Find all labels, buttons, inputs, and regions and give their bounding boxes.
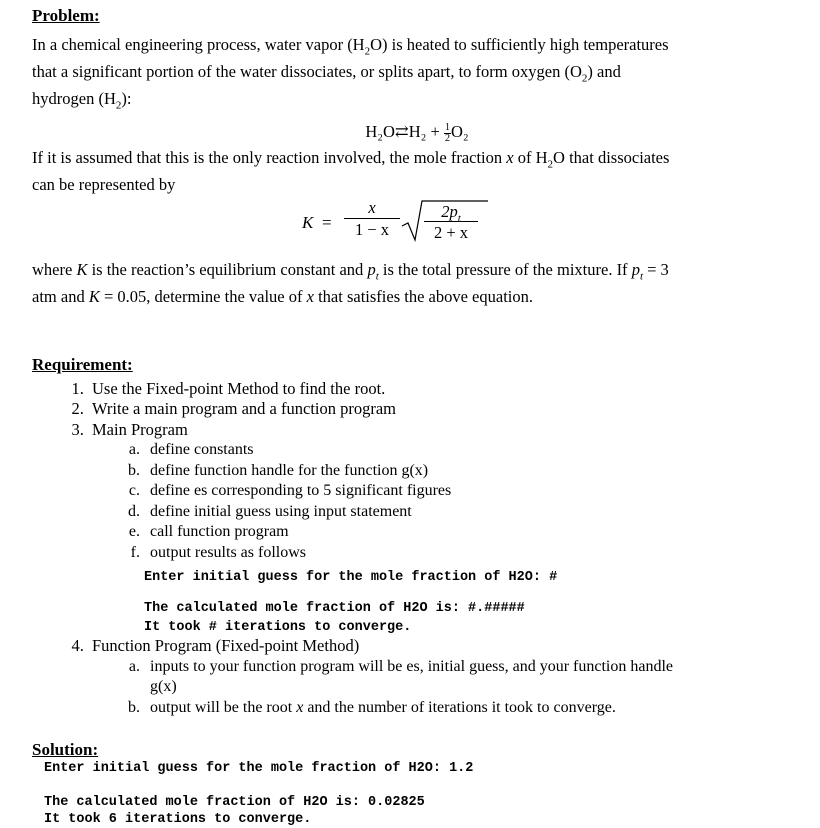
solution-section bbox=[32, 740, 802, 828]
solution-line-3: It took 6 iterations to converge. bbox=[44, 812, 312, 828]
requirement-heading: Requirement: bbox=[32, 354, 133, 374]
list-item: d. define initial guess using input statement bbox=[144, 502, 802, 523]
solution-heading: Solution: bbox=[32, 740, 99, 760]
sqrt-fraction: $2p_t$ 2 + x bbox=[424, 202, 478, 242]
list-item: b. define function handle for the function g(x) bbox=[144, 461, 802, 482]
problem-assumption: If it is assumed that this is the only reaction involved, the mole fraction x of $H_2O$ that dissociates can be represented by bbox=[32, 148, 670, 194]
code-sample-prompt: Enter initial guess for the mole fraction of H2O: # bbox=[144, 570, 558, 586]
reaction-equation bbox=[32, 121, 802, 144]
problem-intro: In a chemical engineering process, water vapor $(H_2O)$ is heated to sufficiently high temperatures that a significant portion of the water dissociates, or splits apart, to form oxygen $(O_2)$ and hydrogen $(H_2)$: bbox=[32, 35, 669, 111]
requirement-item-main: 3. Main Program a. define constants b. define function handle for the function g(x) c. define es corresponding to 5 significant figures d. define initial guess using input statement e. call function program f. output results as follows Enter initial guess for the mole fraction of H2O: # The calculated mole fraction of H2O is: #.##### It took # iterations to converge. bbox=[88, 420, 802, 637]
problem-heading: Problem: bbox=[32, 6, 100, 25]
requirement-section bbox=[32, 355, 802, 719]
list-item: a. inputs to your function program will be es, initial guess, and your function handle g(x) bbox=[144, 657, 802, 698]
intro-text-c: that a significant portion of the water dissociates, or splits apart, to form oxygen (O bbox=[32, 61, 582, 81]
intro-text-f: ): bbox=[121, 88, 132, 108]
eq-equals: = bbox=[322, 213, 332, 233]
list-item: a. define constants bbox=[144, 440, 802, 461]
function-program-sublist bbox=[92, 657, 802, 719]
code-sample-result-1: The calculated mole fraction of H2O is: #.##### bbox=[144, 601, 525, 617]
reaction-right-b: O₂ bbox=[450, 122, 469, 142]
solution-line-1: Enter initial guess for the mole fraction of H2O: 1.2 bbox=[44, 761, 474, 777]
document bbox=[32, 6, 802, 828]
code-sample-result-2: It took # iterations to converge. bbox=[144, 620, 412, 636]
list-item: f. output results as follows Enter initial guess for the mole fraction of H2O: # The calculated mole fraction of H2O is: #.##### It took # iterations to converge. bbox=[144, 543, 802, 637]
solution-line-2: The calculated mole fraction of H2O is: 0.02825 bbox=[44, 795, 425, 811]
requirement-item: 2. Write a main program and a function program bbox=[88, 399, 802, 420]
list-item: c. define es corresponding to 5 significant figures bbox=[144, 481, 802, 502]
list-item: e. call function program bbox=[144, 522, 802, 543]
requirement-item-function: 4. Function Program (Fixed-point Method) a. inputs to your function program will be es, initial guess, and your function handle g(x) b. output will be the root x and the number of iterations it took to converge. bbox=[88, 636, 802, 718]
half-fraction: $\frac{1}{2}$ bbox=[444, 122, 450, 145]
intro-text-e: hydrogen (H bbox=[32, 88, 116, 108]
requirement-list bbox=[32, 379, 802, 719]
equilibrium-equation bbox=[32, 198, 802, 254]
eq-k: K bbox=[302, 213, 314, 233]
problem-where: where K is the reaction’s equilibrium constant and $p_t$ is the total pressure of the mixture. If $p_t = 3$ atm and K = 0.05, determine the value of x that satisfies the above equation. bbox=[32, 260, 669, 307]
list-item: b. output will be the root x and the number of iterations it took to converge. bbox=[144, 698, 802, 719]
eq-fraction: x 1 − x bbox=[344, 198, 400, 241]
intro-text-a: In a chemical engineering process, water vapor (H bbox=[32, 35, 365, 54]
requirement-item: 1. Use the Fixed-point Method to find the root. bbox=[88, 379, 802, 400]
equilibrium-arrow: ⇄ bbox=[394, 122, 409, 142]
reaction-right-a: H₂ + bbox=[408, 122, 440, 142]
intro-text-b: O) is heated to sufficiently high temperatures bbox=[370, 35, 669, 54]
intro-text-d: ) and bbox=[587, 61, 621, 81]
reaction-left: H₂O bbox=[365, 122, 395, 142]
main-program-sublist bbox=[92, 440, 802, 636]
